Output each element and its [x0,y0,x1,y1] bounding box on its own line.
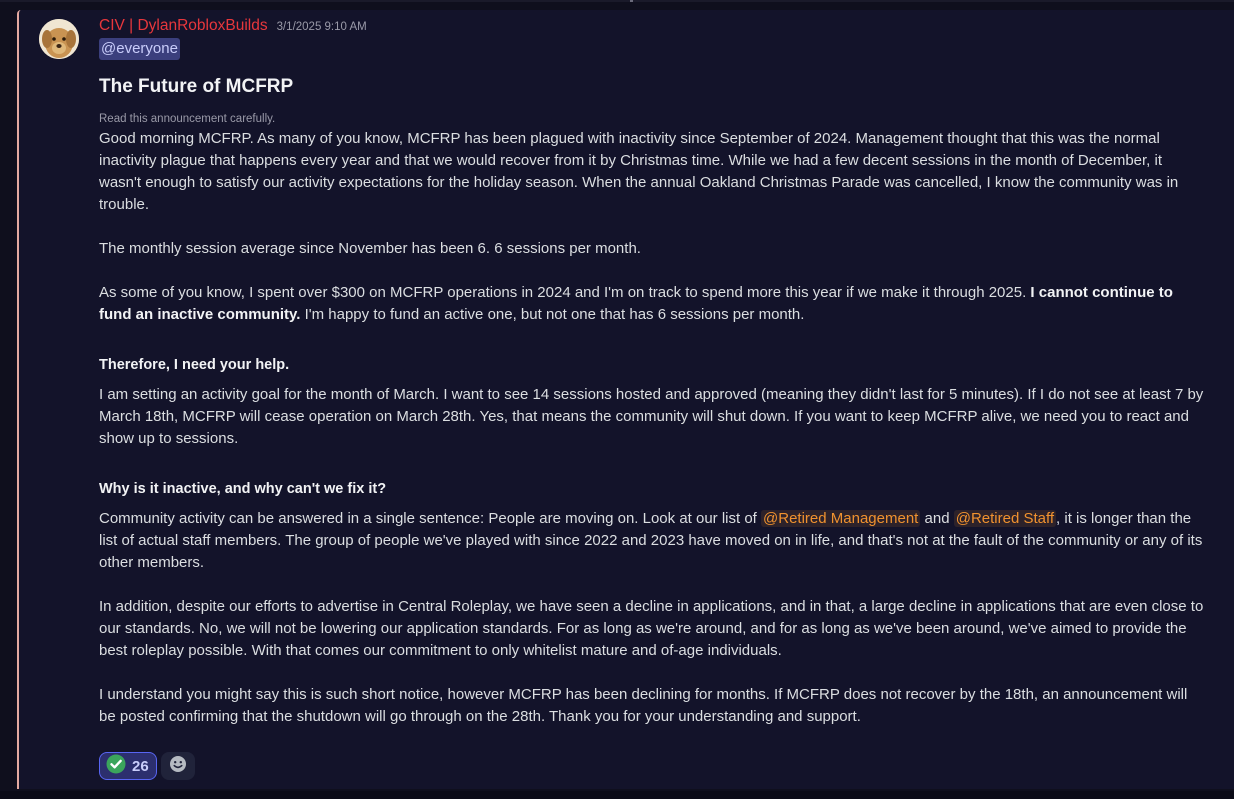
reaction-check[interactable] [99,752,157,780]
moving-on-text-b: and [920,510,954,527]
paragraph-session-average: The monthly session average since November has been 6. 6 sessions per month. [99,240,641,257]
paragraph-activity-goal: I am setting an activity goal for the month of March. I want to see 14 sessions hosted and approved (meaning they didn't last for 5 minutes). If I do not see at least 7 by March 18th, MCFRP will cease operation on March 28th. Yes, that means the community will shut down. If you want to keep MCFRP alive, we need you to react and show up to sessions. [99,386,1204,447]
top-divider [0,0,1234,2]
top-divider-marker [630,0,633,2]
moving-on-text-a: Community activity can be answered in a single sentence: People are moving on. Look at our list of [99,510,762,527]
paragraph-moving-on [99,508,1207,574]
heading-need-help: Therefore, I need your help. [99,357,290,373]
role-mention-retired-staff[interactable]: @Retired Staff [955,510,1055,527]
add-reaction-button[interactable] [161,752,195,780]
message-body [99,128,1207,728]
announcement-subtext: Read this announcement carefully. [99,113,276,125]
funding-bold-text: I cannot continue to fund an inactive community. [99,284,1173,323]
check-mark-icon [106,754,126,779]
reaction-bar [99,752,195,780]
funding-text-end: I'm happy to fund an active one, but not one that has 6 sessions per month. [300,306,805,323]
bottom-divider [0,791,1234,799]
message-timestamp[interactable]: 3/1/2025 9:10 AM [276,21,367,33]
reaction-count: 26 [132,757,149,775]
paragraph-closing: I understand you might say this is such short notice, however MCFRP has been declining for months. If MCFRP does not recover by the 18th, an announcement will be posted confirming that the shutdown will go through on the 28th. Thank you for your understanding and support. [99,686,1188,725]
moving-on-text-c: , it is longer than the list of actual staff members. The group of people we've played with since 2022 and 2023 have moved on in life, and that's not at the fault of the community or any of its other members. [99,510,1203,571]
announcement-message [17,10,1234,789]
author-name[interactable]: CIV | DylanRobloxBuilds [99,17,268,34]
message-header [99,17,367,35]
everyone-mention[interactable]: @everyone [99,38,180,60]
paragraph-intro: Good morning MCFRP. As many of you know, MCFRP has been plagued with inactivity since September of 2024. Management thought that this was the normal inactivity plague that happens every year and that we would recover from it by Christmas time. While we had a few decent sessions in the month of December, it wasn't enough to satisfy our activity expectations for the holiday season. When the annual Oakland Christmas Parade was cancelled, I know the community was in trouble. [99,130,1179,213]
heading-why-inactive: Why is it inactive, and why can't we fix it? [99,481,387,497]
role-mention-retired-management[interactable]: @Retired Management [763,510,919,527]
avatar[interactable] [39,19,79,59]
smiley-icon [169,755,187,778]
funding-text-start: As some of you know, I spent over $300 on MCFRP operations in 2024 and I'm on track to spend more this year if we make it through 2025. [99,284,1031,301]
announcement-title: The Future of MCFRP [99,76,294,97]
paragraph-applications: In addition, despite our efforts to advertise in Central Roleplay, we have seen a decline in applications, and in that, a large decline in applications that are even close to our standards. No, we will not be lowering our application standards. For as long as we're around, and for as long as we've been around, we've aimed to provide the best roleplay possible. With that comes our commitment to only whitelist mature and of-age individuals. [99,598,1204,659]
paragraph-funding [99,282,1207,326]
